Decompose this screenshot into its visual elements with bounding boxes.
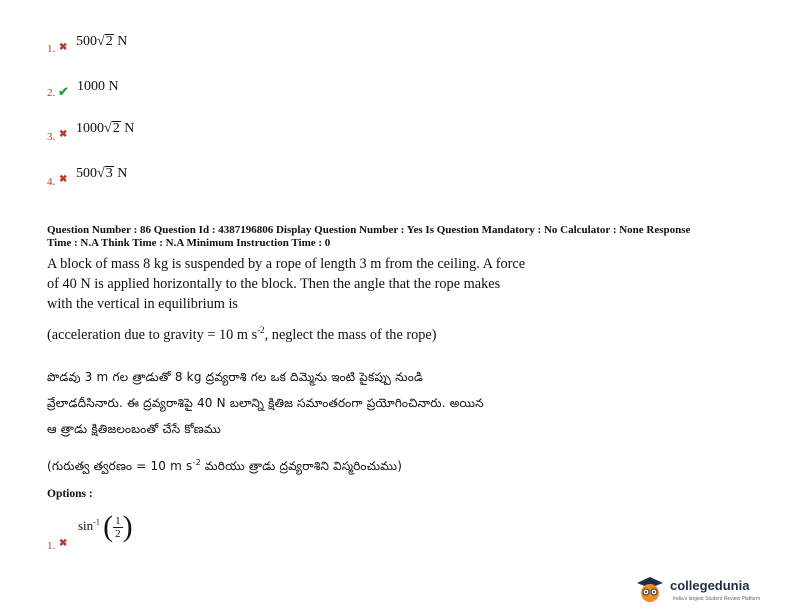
question-line: with the vertical in equilibrium is xyxy=(47,296,238,312)
wrong-mark-icon: ✖ xyxy=(59,174,68,185)
question-text-en xyxy=(47,254,607,345)
question-note: (acceleration due to gravity = 10 m $s^{-2}$, neglect the mass of the rope) xyxy=(47,325,437,343)
option-number: 4. xyxy=(47,176,56,188)
question-meta-line2: Time : N.A Think Time : N.A Minimum Instruction Time : 0 xyxy=(47,237,331,249)
option-formula: $\sin^{-1}$ ( $\frac{1}{2}$ ) xyxy=(78,510,133,543)
logo-tagline: India's largest Student Review Platform xyxy=(673,596,761,602)
logo-name: collegedunia xyxy=(670,578,750,593)
question-line: ఆ త్రాడు క్షితిజలంబంతో చేసే కోణము xyxy=(47,422,221,436)
option-value: 500√3 N xyxy=(76,166,128,181)
question-line: వ్రేలాడదీసినారు. ఈ ద్రవ్యరాశిపై 40 N బలాన్ని క్షితిజ సమాంతరంగా ప్రయోగించినారు. అయిన xyxy=(47,396,484,410)
option-value: 500√2 N xyxy=(76,34,128,49)
wrong-mark-icon: ✖ xyxy=(59,538,68,549)
options-label: Options : xyxy=(47,488,93,500)
option-value: 1000 N xyxy=(77,79,119,94)
option-number: 2. xyxy=(47,87,56,99)
option-number: 1. xyxy=(47,43,56,55)
option-value: 1000√2 N xyxy=(76,121,135,136)
question-note: (గురుత్వ త్వరణం = 10 m $s^{-2}$ మరియు త్రాడు ద్రవ్యరాశిని విస్మరించుము) xyxy=(47,458,403,473)
option-number: 3. xyxy=(47,131,56,143)
collegedunia-logo xyxy=(633,576,783,604)
question-line: of 40 N is applied horizontally to the block. Then the angle that the rope makes xyxy=(47,276,501,292)
question-meta xyxy=(47,224,767,250)
question-text-te xyxy=(47,364,647,479)
wrong-mark-icon: ✖ xyxy=(59,42,68,53)
question-meta-line1: Question Number : 86 Question Id : 4387196806 Display Question Number : Yes Is Question Mandatory : No Calculator : None Response xyxy=(47,224,691,236)
graduate-mascot-icon xyxy=(633,576,667,604)
correct-mark-icon: ✔ xyxy=(58,84,69,99)
question-line: పొడవు 3 m గల త్రాడుతో 8 kg ద్రవ్యరాశి గల ఒక దిమ్మెను ఇంటి పైకప్పు నుండి xyxy=(47,370,424,384)
question-line: A block of mass 8 kg is suspended by a rope of length 3 m from the ceiling. A force xyxy=(47,256,526,272)
wrong-mark-icon: ✖ xyxy=(59,129,68,140)
option-number: 1. xyxy=(47,540,56,552)
